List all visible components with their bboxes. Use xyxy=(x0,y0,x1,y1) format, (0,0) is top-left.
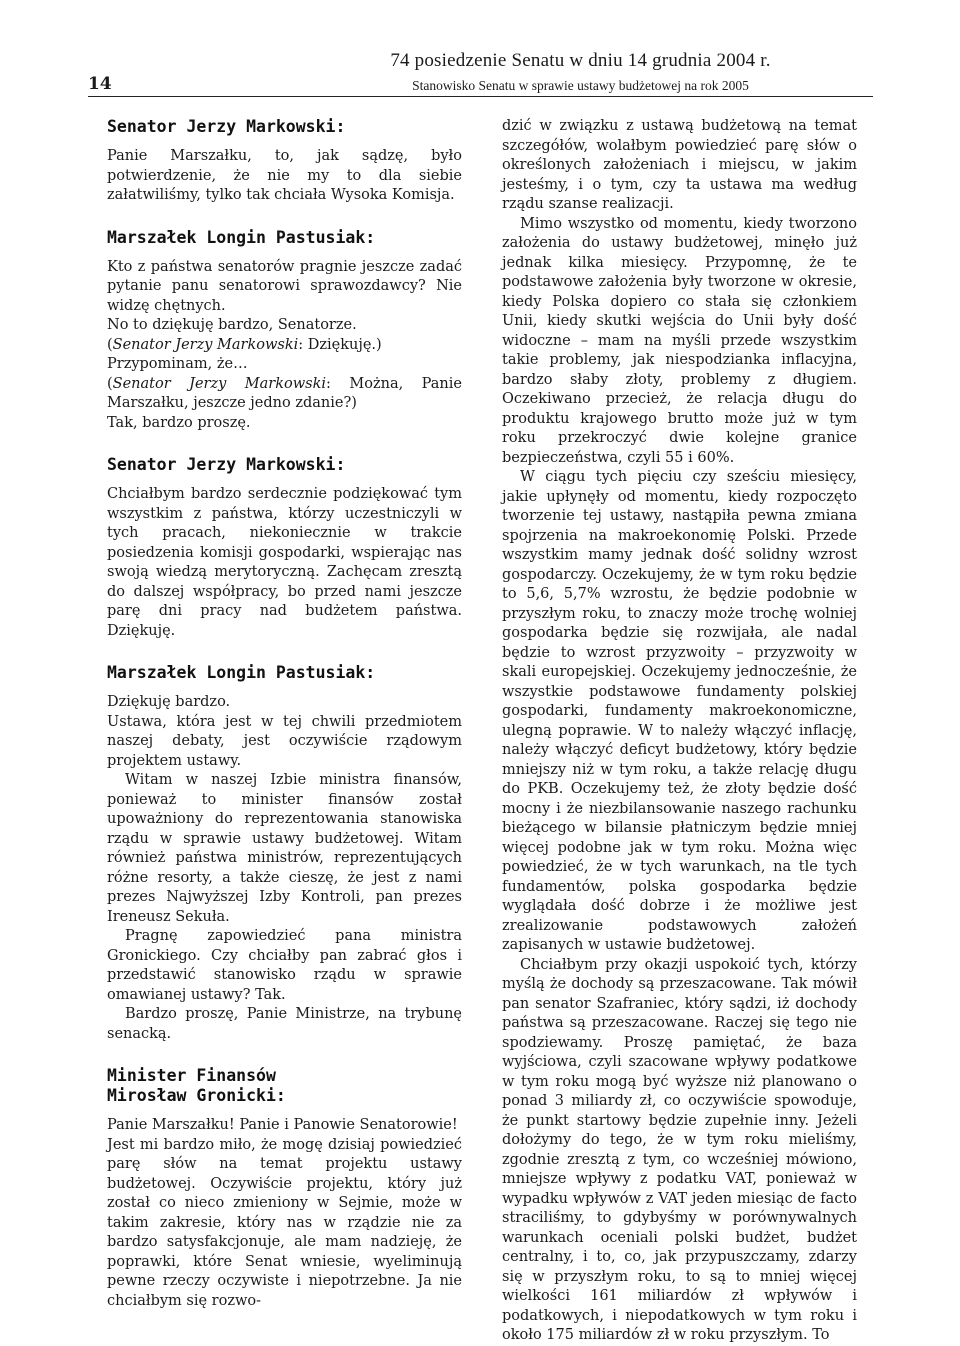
header-divider xyxy=(88,96,873,97)
paragraph: Bardzo proszę, Panie Ministrze, na trybunę senacką. xyxy=(107,1006,462,1042)
running-header-subtitle: Stanowisko Senatu w sprawie ustawy budżetowej na rok 2005 xyxy=(412,78,749,93)
paragraph: Chciałbym przy okazji uspokoić tych, którzy myślą że dochody są przeszacowane. Tak mówił pan senator Szafraniec, który sądzi, iż dochody państwa są przeszacowane. Raczej się tego nie spodziewamy. Proszę pamiętać, że baza wyjściowa, czyli szacowane wpływy podatkowe w tym roku mogą być wyższe niż planowano o ponad 3 miliardy zł, co oczywiście spowoduje, że punkt startowy będzie zupełnie inny. Jeżeli dołożymy do tego, że w tym roku mieliśmy, zgodnie zresztą z tym, co wcześniej mówiono, mniejsze wpływy z podatku VAT, ponieważ w wypadku wpływów z VAT jeden miesiąc de facto straciliśmy, to gdybyśmy w porównywalnych warunkach oceniali polski budżet, budżet centralny, i to, co, jak przypuszczamy, zdarzy się w przyszłym roku, to są to mniej więcej wielkości 161 miliardów zł wpływów i podatkowych, i niepodatkowych w tym roku i około 175 miliardów zł w roku przyszłym. To xyxy=(502,956,857,1343)
speaker-heading: Minister Finansów xyxy=(107,1066,276,1085)
interjection-text: : Można, Panie Marszałku, jeszcze jedno zdanie? xyxy=(107,375,462,411)
interjection-speaker: Senator Jerzy Markowski xyxy=(112,336,299,353)
paragraph: Witam w naszej Izbie ministra finansów, ponieważ to minister finansów został upoważniony do reprezentowania stanowiska rządu w sprawie ustawy budżetowej. Witam również państwa ministrów, reprezentujących różne resorty, a także cieszę, że jest z nami prezes Najwyższej Izby Kontroli, pan prezes Ireneusz Sekuła. xyxy=(107,772,462,925)
paragraph: dzić w związku z ustawą budżetową na temat szczegółów, wolałbym powiedzieć parę słów o określonych założeniach i miejscu, w jakim jesteśmy, i o tym, czy ta ustawa ma według rządu szanse realizacji. xyxy=(502,118,857,212)
paragraph: Dziękuję bardzo. xyxy=(107,694,231,710)
page-number: 14 xyxy=(88,74,112,94)
paragraph: Panie Marszałku, to, jak sądzę, było potwierdzenie, że nie my to dla siebie załatwiliśmy, tylko tak chciała Wysoka Komisja. xyxy=(107,148,462,203)
speaker-heading: Marszałek Longin Pastusiak: xyxy=(107,227,376,247)
interjection: (Senator Jerzy Markowski: Można, Panie Marszałku, jeszcze jedno zdanie?) xyxy=(107,375,462,411)
running-header-title: 74 posiedzenie Senatu w dniu 14 grudnia 2004 r. xyxy=(390,50,771,71)
left-column xyxy=(107,117,462,1311)
speaker-heading: Mirosław Gronicki: xyxy=(107,1086,286,1105)
paragraph: W ciągu tych pięciu czy sześciu miesięcy, jakie upłynęły od momentu, kiedy rozpoczęto tworzenie tej ustawy, nastąpiła pewna zmiana spojrzenia na makroekonomię Polski. Przede wszystkim mamy jednak dość solidny wzrost gospodarczy. Oczekujemy, że w tym roku będzie to 5,6, 5,7% wzrostu, że będzie podobnie w przyszłym roku, to znaczy może trochę wolniej gospodarka będzie się rozwijała, ale nadal będzie to wzrost przyzwoity – przyzwoity w skali europejskiej. Oczekujemy jednocześnie, że wszystkie podstawowe fundamenty polskiej gospodarki, fundamenty makroekonomiczne, ulegną poprawie. W to należy włączyć inflację, należy włączyć deficyt budżetowy, który będzie mniejszy niż w tym roku, a także relację długu do PKB. Oczekujemy też, że złoty będzie dość mocny i że niezbilansowanie naszego rachunku bieżącego w bilansie płatniczym będzie mniej więcej podobne jak w tym roku. Można więc powiedzieć, że w tych warunkach, na tle tych fundamentów, polska gospodarka będzie wyglądała dość dobrze i że możliwe jest zrealizowanie podstawowych założeń zapisanych w ustawie budżetowej. xyxy=(502,469,857,953)
interjection: (Senator Jerzy Markowski: Dziękuję.) xyxy=(107,336,382,353)
speaker-heading: Marszałek Longin Pastusiak: xyxy=(107,663,376,682)
paragraph: Chciałbym bardzo serdecznie podziękować tym wszystkim z państwa, którzy uczestniczyli w tych pracach, niekoniecznie w trakcie posiedzenia komisji gospodarki, wspierając nas swoją wiedzą merytoryczną. Zachęcam zresztą do dalszej współpracy, bo przed nami jeszcze parę dni pracy nad budżetem państwa. Dziękuję. xyxy=(107,486,462,639)
interjection-speaker: Senator Jerzy Markowski xyxy=(112,375,327,392)
paragraph: Mimo wszystko od momentu, kiedy tworzono założenia do ustawy budżetowej, minęło już jednak kilka miesięcy. Przypomnę, że te podstawowe założenia były tworzone w okresie, kiedy Polska dopiero co stała się członkiem Unii, kiedy skutki wejścia do Unii były dość widoczne – mam na myśli przede wszystkim takie problemy, jak niespodzianka inflacyjna, bardzo słaby złoty, problemy z długiem. Oczekiwano przecież, że relacja długu do produktu krajowego brutto może już w tym roku przekroczyć dwie kolejne granice bezpieczeństwa, czyli 55 i 60%. xyxy=(502,215,857,466)
paragraph: Kto z państwa senatorów pragnie jeszcze zadać pytanie panu senatorowi sprawozdawcy? Nie widzę chętnych. xyxy=(107,258,462,314)
paragraph: Ustawa, która jest w tej chwili przedmiotem naszej debaty, jest oczywiście rządowym projektem ustawy. xyxy=(107,713,462,769)
interjection-text: : Dziękuję. xyxy=(298,336,377,353)
paragraph: Tak, bardzo proszę. xyxy=(107,414,251,431)
paragraph: Przypominam, że… xyxy=(107,356,248,372)
paragraph: Pragnę zapowiedzieć pana ministra Gronickiego. Czy chciałby pan zabrać głos i przedstawić stanowisko rządu w sprawie omawianej ustawy? Tak. xyxy=(107,928,462,1003)
paragraph: Panie Marszałku! Panie i Panowie Senatorowie! xyxy=(107,1117,458,1133)
speaker-heading: Senator Jerzy Markowski: xyxy=(107,455,346,474)
paragraph: No to dziękuję bardzo, Senatorze. xyxy=(107,317,357,333)
paragraph: Jest mi bardzo miło, że mogę dzisiaj powiedzieć parę słów na temat projektu ustawy budżetowej. Oczywiście projektu, który już został co nieco zmieniony w Sejmie, może w takim zakresie, który nas w rządzie nie za bardzo satysfakcjonuje, ale mam nadzieję, że poprawki, które Senat wniesie, wyeliminują pewne rzeczy oczywiste i niepotrzebne. Ja nie chciałbym się rozwo- xyxy=(107,1136,462,1309)
right-column xyxy=(502,117,857,1346)
speaker-heading: Senator Jerzy Markowski: xyxy=(107,117,346,136)
